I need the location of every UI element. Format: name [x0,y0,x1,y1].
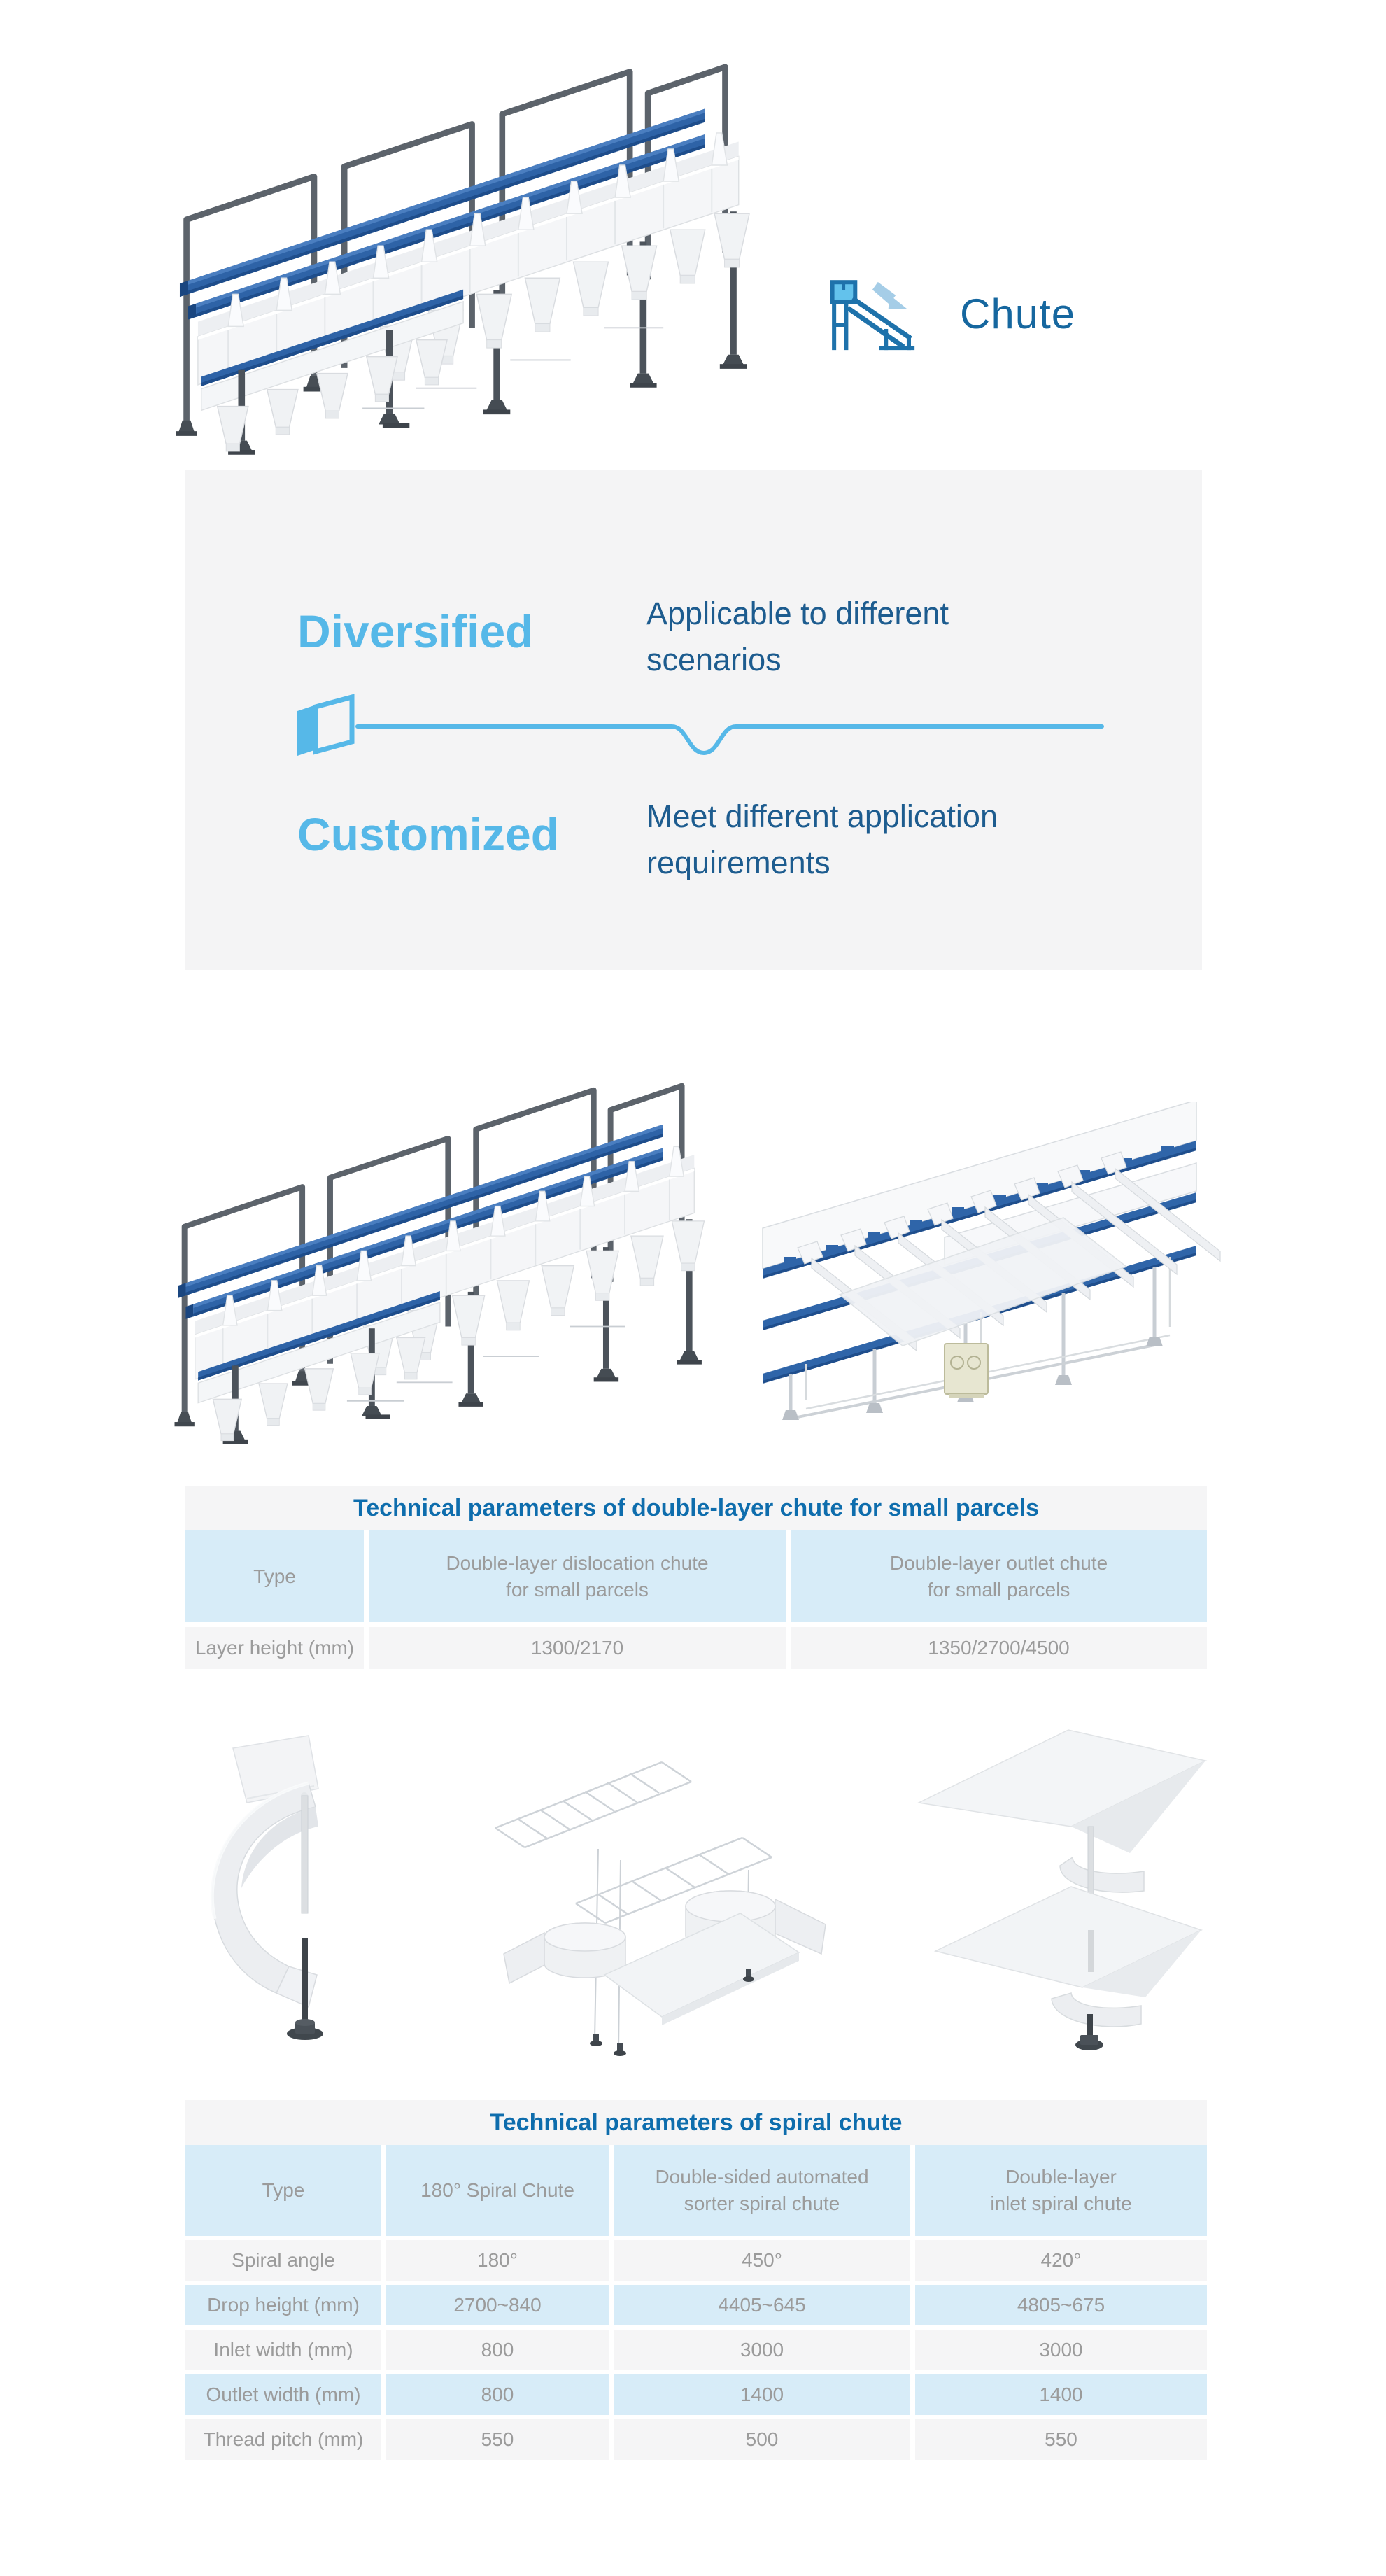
value-cell: 3000 [915,2330,1207,2370]
value-cell: 4805~675 [915,2285,1207,2325]
row-label-layer-height: Layer height (mm) [185,1627,364,1669]
row-label-outlet-width: Outlet width (mm) [185,2374,381,2415]
value-cell: 1400 [915,2374,1207,2415]
pages-icon [297,697,352,756]
header-line: sorter spiral chute [684,2193,840,2214]
row-label-spiral-angle: Spiral angle [185,2240,381,2281]
feature-desc-line: Applicable to different [646,596,949,631]
value-cell: 800 [386,2330,609,2370]
value-cell: 3000 [614,2330,910,2370]
value-cell: 4405~645 [614,2285,910,2325]
divider-line [358,726,1102,753]
outlet-chute-image [735,1102,1224,1431]
value-cell: 1300/2170 [369,1627,786,1669]
value-cell: 450° [614,2240,910,2281]
header-line: inlet spiral chute [990,2193,1132,2214]
header-line: Double-layer dislocation chute [446,1551,709,1574]
hero-product-label [824,274,1075,353]
value-cell: 550 [386,2419,609,2460]
hero-dislocation-chute-image [161,64,752,467]
value-cell: 2700~840 [386,2285,609,2325]
feature-title-diversified: Diversified [297,605,534,657]
feature-desc-line: requirements [646,845,830,881]
feature-desc-diversified [646,591,949,683]
row-label-drop-height: Drop height (mm) [185,2285,381,2325]
value-cell: 550 [915,2419,1207,2460]
dislocation-chute-image [161,1083,707,1456]
feature-divider [290,686,1221,770]
product-label-text: Chute [960,290,1076,337]
value-cell: 1400 [614,2374,910,2415]
control-box [945,1344,988,1398]
header-line: Double-layer outlet chute [889,1551,1108,1574]
feature-desc-line: Meet different application [646,798,998,834]
spec-table-small-parcels [185,1486,1207,1669]
header-cell-type: Type [185,1530,364,1622]
value-cell: 1350/2700/4500 [791,1627,1207,1669]
header-cell-outlet-chute [791,1530,1207,1622]
features-panel [185,470,1202,970]
spec-table-spiral [185,2100,1207,2460]
feature-title-customized: Customized [297,808,560,860]
value-cell: 500 [614,2419,910,2460]
header-cell-double-layer-inlet [915,2145,1207,2236]
table-title: Technical parameters of double-layer chute for small parcels [353,1494,1040,1521]
value-cell: 420° [915,2240,1207,2281]
header-line: Double-sided automated [655,2166,869,2188]
header-cell-180-spiral: 180° Spiral Chute [386,2145,609,2236]
row-label-inlet-width: Inlet width (mm) [185,2330,381,2370]
spiral-double-sided-sorter-image [455,1723,836,2060]
value-cell: 180° [386,2240,609,2281]
spiral-double-layer-inlet-image [899,1720,1221,2061]
header-line: Double-layer [1005,2166,1117,2188]
chute-slide-icon [824,274,924,353]
spiral-180-chute-image [171,1729,402,2057]
table-title: Technical parameters of spiral chute [490,2109,903,2136]
header-cell-double-sided [614,2145,910,2236]
header-cell-type: Type [185,2145,381,2236]
header-line: for small parcels [506,1578,649,1600]
feature-desc-line: scenarios [646,642,782,678]
header-line: for small parcels [927,1578,1070,1600]
row-label-thread-pitch: Thread pitch (mm) [185,2419,381,2460]
header-cell-dislocation-chute [369,1530,786,1622]
feature-desc-customized [646,794,998,886]
value-cell: 800 [386,2374,609,2415]
